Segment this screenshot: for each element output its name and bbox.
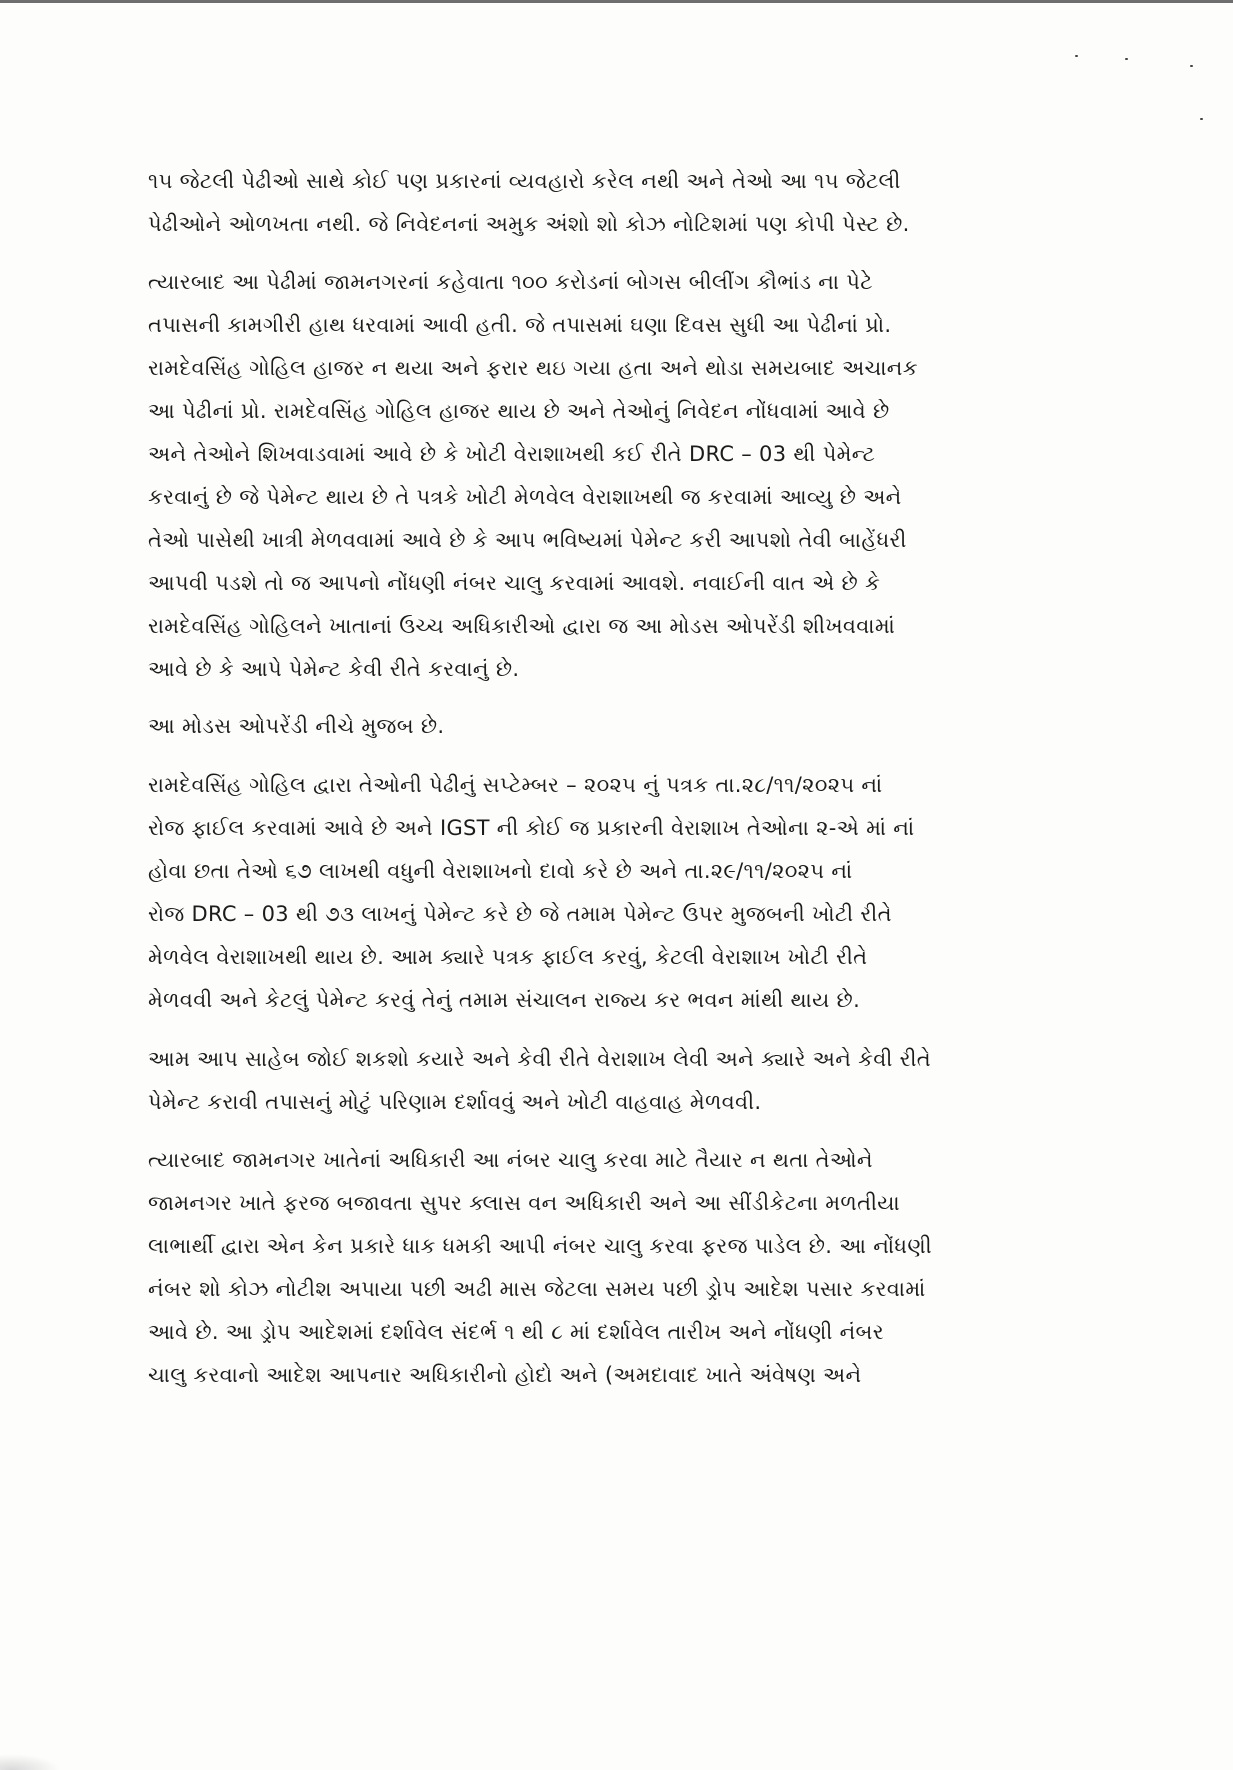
text-line: ૧૫ જેટલી પેઢીઓ સાથે કોઈ પણ પ્રકારનાં વ્યવહારો કરેલ નથી અને તેઓ આ ૧૫ જેટલી: [148, 169, 901, 193]
text-line: તપાસની કામગીરી હાથ ધરવામાં આવી હતી. જે તપાસમાં ઘણા દિવસ સુધી આ પેઢીનાં પ્રો.: [148, 313, 892, 337]
scan-speck: [1075, 55, 1078, 57]
document-body: [148, 160, 1093, 1412]
text-line: આવે છે કે આપે પેમેન્ટ કેવી રીતે કરવાનું છે.: [148, 657, 520, 681]
text-line: ત્યારબાદ આ પેઢીમાં જામનગરનાં કહેવાતા ૧૦૦ કરોડનાં બોગસ બીલીંગ કૌભાંડ ના પેટે: [148, 270, 873, 294]
paragraph-1: [148, 160, 1093, 246]
text-line: રામદેવસિંહ ગોહિલ દ્વારા તેઓની પેઢીનું સપ્ટેમ્બર – ૨૦૨૫ નું પત્રક તા.૨૮/૧૧/૨૦૨૫ નાં: [148, 773, 883, 797]
text-line: મેળવેલ વેરાશાખથી થાય છે. આમ ક્યારે પત્રક ફાઈલ કરવું, કેટલી વેરાશાખ ખોટી રીતે: [148, 945, 868, 969]
text-line: લાભાર્થી દ્વારા એન કેન પ્રકારે ધાક ધમકી આપી નંબર ચાલુ કરવા ફરજ પાડેલ છે. આ નોંધણી: [148, 1234, 932, 1258]
text-line: આપવી પડશે તો જ આપનો નોંધણી નંબર ચાલુ કરવામાં આવશે. નવાઈની વાત એ છે કે: [148, 571, 881, 595]
text-line: રામદેવસિંહ ગોહિલ હાજર ન થયા અને ફરાર થઇ ગયા હતા અને થોડા સમયબાદ અચાનક: [148, 356, 918, 380]
text-line: ચાલુ કરવાનો આદેશ આપનાર અધિકારીનો હોદો અને (અમદાવાદ ખાતે અંવેષણ અને: [148, 1363, 862, 1387]
scan-speck: [1125, 58, 1128, 60]
text-line: પેમેન્ટ કરાવી તપાસનું મોટું પરિણામ દર્શાવવું અને ખોટી વાહવાહ મેળવવી.: [148, 1090, 762, 1114]
text-line: રોજ ફાઈલ કરવામાં આવે છે અને IGST ની કોઈ જ પ્રકારની વેરાશાખ તેઓના ૨-એ માં નાં: [148, 816, 915, 840]
text-line: આવે છે. આ ડ્રોપ આદેશમાં દર્શાવેલ સંદર્ભ ૧ થી ૮ માં દર્શાવેલ તારીખ અને નોંધણી નંબર: [148, 1320, 884, 1344]
paragraph-2: [148, 261, 1093, 691]
text-line: જામનગર ખાતે ફરજ બજાવતા સુપર ક્લાસ વન અધિકારી અને આ સીંડીકેટના મળતીયા: [148, 1191, 900, 1215]
text-line: રોજ DRC – 03 થી ૭૩ લાખનું પેમેન્ટ કરે છે જે તમામ પેમેન્ટ ઉપર મુજબની ખોટી રીતે: [148, 902, 892, 926]
paragraph-3: [148, 705, 1093, 748]
text-line: તેઓ પાસેથી ખાત્રી મેળવવામાં આવે છે કે આપ ભવિષ્યમાં પેમેન્ટ કરી આપશો તેવી બાહેંધરી: [148, 528, 907, 552]
text-line: કરવાનું છે જે પેમેન્ટ થાય છે તે પત્રકે ખોટી મેળવેલ વેરાશાખથી જ કરવામાં આવ્યુ છે અને: [148, 485, 902, 509]
scan-speck: [1200, 118, 1203, 120]
paragraph-5: [148, 1038, 1093, 1124]
text-line: આ મોડસ ઓપરેંડી નીચે મુજબ છે.: [148, 714, 445, 738]
text-line: ત્યારબાદ જામનગર ખાતેનાં અધિકારી આ નંબર ચાલુ કરવા માટે તૈયાર ન થતા તેઓને: [148, 1148, 873, 1172]
text-line: પેઢીઓને ઓળખતા નથી. જે નિવેદનનાં અમુક અંશો શો કોઝ નોટિશમાં પણ કોપી પેસ્ટ છે.: [148, 212, 910, 236]
scan-speck: [1190, 65, 1193, 67]
text-line: નંબર શો કોઝ નોટીશ અપાયા પછી અઢી માસ જેટલા સમય પછી ડ્રોપ આદેશ પસાર કરવામાં: [148, 1277, 926, 1301]
text-line: હોવા છતા તેઓ ૬૭ લાખથી વધુની વેરાશાખનો દાવો કરે છે અને તા.૨૯/૧૧/૨૦૨૫ નાં: [148, 859, 853, 883]
text-line: મેળવવી અને કેટલું પેમેન્ટ કરવું તેનું તમામ સંચાલન રાજ્ય કર ભવન માંથી થાય છે.: [148, 988, 861, 1012]
paragraph-4: [148, 764, 1093, 1022]
scan-corner-shadow: [0, 1754, 60, 1770]
text-line: આમ આપ સાહેબ જોઈ શકશો કયારે અને કેવી રીતે વેરાશાખ લેવી અને ક્યારે અને કેવી રીતે: [148, 1047, 932, 1071]
text-line: આ પેઢીનાં પ્રો. રામદેવસિંહ ગોહિલ હાજર થાય છે અને તેઓનું નિવેદન નોંધવામાં આવે છે: [148, 399, 890, 423]
text-line: અને તેઓને શિખવાડવામાં આવે છે કે ખોટી વેરાશાખથી કઈ રીતે DRC – 03 થી પેમેન્ટ: [148, 442, 876, 466]
text-line: રામદેવસિંહ ગોહિલને ખાતાનાં ઉચ્ચ અધિકારીઓ દ્વારા જ આ મોડસ ઓપરેંડી શીખવવામાં: [148, 614, 896, 638]
paragraph-6: [148, 1139, 1093, 1397]
page-top-edge: [0, 0, 1233, 3]
